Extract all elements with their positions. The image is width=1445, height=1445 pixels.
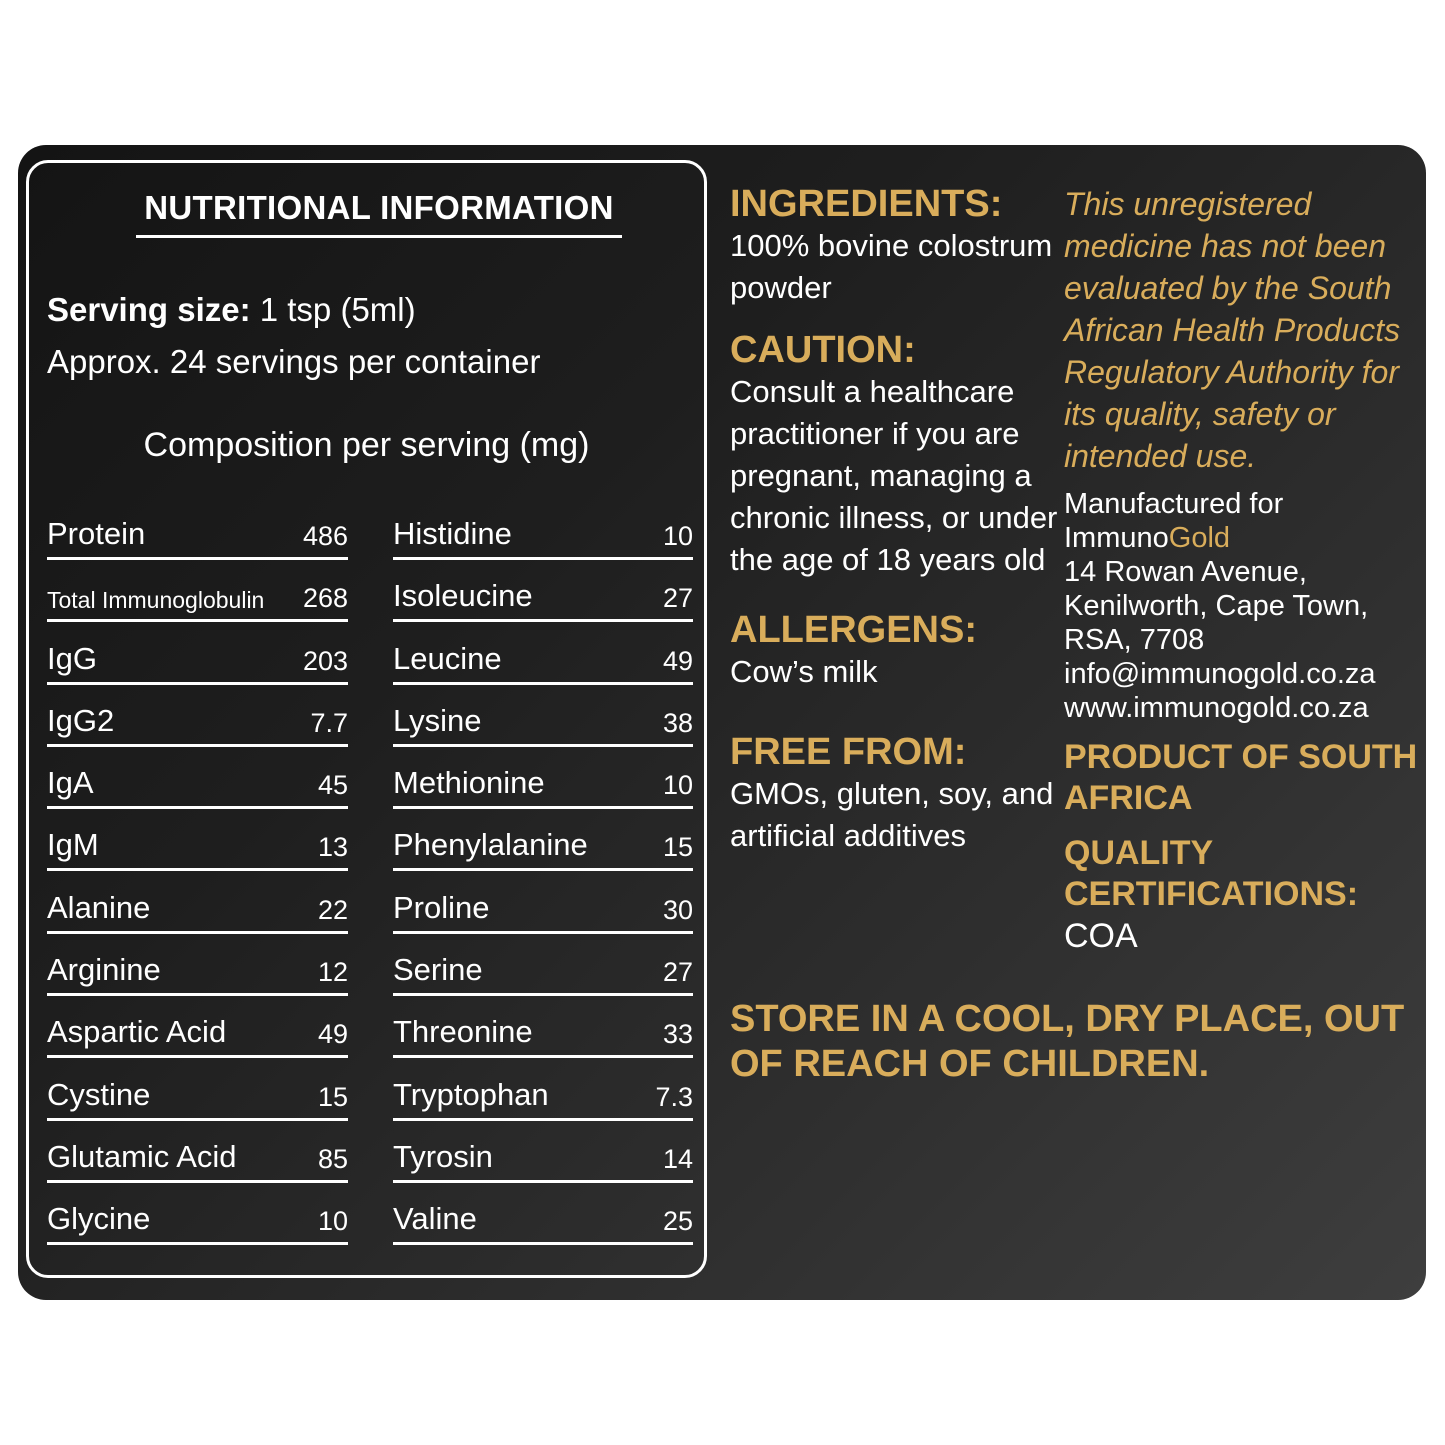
nutrient-name: Lysine	[393, 702, 482, 738]
nutrient-row	[393, 625, 693, 685]
allergens-heading: ALLERGENS:	[730, 609, 977, 651]
nutrient-value: 15	[317, 1081, 348, 1112]
nutrient-value: 27	[662, 583, 693, 614]
nutrition-column-right	[393, 500, 693, 1248]
nutrient-name: Glycine	[47, 1201, 151, 1237]
caution-heading: CAUTION:	[730, 329, 916, 371]
regulatory-disclaimer: This unregistered medicine has not been evaluated by the South African Health Products Regulatory Authority for its quality, safety or intended use.	[1064, 186, 1401, 474]
free-from-text: GMOs, gluten, soy, and artificial additives	[730, 776, 1054, 853]
nutrient-row	[393, 874, 693, 934]
nutrient-name: Phenylalanine	[393, 827, 588, 863]
nutrient-row	[393, 1061, 693, 1121]
nutrient-value: 49	[662, 645, 693, 676]
product-label	[18, 145, 1426, 1300]
nutrient-value: 15	[662, 832, 693, 863]
nutrition-column-left	[47, 500, 348, 1248]
nutrient-row	[47, 936, 348, 996]
nutrient-row	[393, 749, 693, 809]
nutrient-row	[47, 500, 348, 560]
nutrient-row	[47, 811, 348, 871]
serving-size	[47, 291, 416, 329]
nutrient-name: Arginine	[47, 952, 161, 988]
nutrient-name: Alanine	[47, 889, 151, 925]
nutrient-name: IgG2	[47, 702, 115, 738]
info-column-middle	[730, 183, 1060, 857]
manufacturer-block	[1064, 487, 1426, 725]
nutrient-row	[47, 625, 348, 685]
nutrient-row	[393, 1185, 693, 1245]
ingredients-heading: INGREDIENTS:	[730, 183, 1003, 225]
nutrient-row	[393, 562, 693, 622]
nutrient-name: Aspartic Acid	[47, 1014, 227, 1050]
website-address: www.immunogold.co.za	[1064, 692, 1369, 724]
nutrient-value: 38	[662, 707, 693, 738]
origin-statement: PRODUCT OF SOUTH AFRICA	[1064, 738, 1418, 817]
nutrient-value: 49	[317, 1019, 348, 1050]
quality-value: COA	[1064, 917, 1138, 955]
brand-name-part2: Gold	[1168, 522, 1231, 554]
address-line: 14 Rowan Avenue,	[1064, 556, 1307, 588]
nutrient-row	[393, 811, 693, 871]
storage-instructions: STORE IN A COOL, DRY PLACE, OUT OF REACH OF CHILDREN.	[730, 998, 1405, 1085]
nutrient-value: 13	[317, 832, 348, 863]
nutrient-value: 203	[302, 645, 348, 676]
nutrient-value: 7.3	[655, 1081, 693, 1112]
nutrient-row	[47, 1185, 348, 1245]
nutrient-row	[47, 687, 348, 747]
serving-size-value: 1 tsp (5ml)	[250, 291, 416, 328]
nutrient-name: Serine	[393, 952, 483, 988]
nutrient-value: 12	[317, 957, 348, 988]
nutrient-name: Valine	[393, 1201, 477, 1237]
nutrient-row	[393, 936, 693, 996]
nutrient-row	[393, 998, 693, 1058]
nutrient-row	[47, 998, 348, 1058]
nutrient-value: 85	[317, 1143, 348, 1174]
composition-title: Composition per serving (mg)	[143, 426, 590, 464]
nutrient-name: IgA	[47, 765, 94, 801]
nutrition-title: NUTRITIONAL INFORMATION	[136, 189, 622, 238]
info-column-right	[1064, 183, 1426, 957]
nutrient-value: 14	[662, 1143, 693, 1174]
nutrient-name: Tyrosin	[393, 1138, 493, 1174]
nutrient-value: 22	[317, 894, 348, 925]
nutrient-value: 27	[662, 957, 693, 988]
nutrient-name: IgM	[47, 827, 99, 863]
email-address: info@immunogold.co.za	[1064, 658, 1376, 690]
nutrient-value: 486	[302, 521, 348, 551]
ingredients-text: 100% bovine colostrum powder	[730, 228, 1053, 305]
nutrient-name: Leucine	[393, 640, 502, 676]
nutrient-value: 45	[317, 770, 348, 801]
free-from-heading: FREE FROM:	[730, 731, 967, 773]
serving-size-label: Serving size:	[47, 291, 251, 328]
nutrient-name: Proline	[393, 889, 490, 925]
nutrient-row	[47, 1123, 348, 1183]
nutrient-name: Histidine	[393, 516, 512, 551]
nutrient-value: 10	[317, 1206, 348, 1237]
nutrient-row	[47, 874, 348, 934]
quality-heading: QUALITY CERTIFICATIONS:	[1064, 834, 1359, 913]
nutrient-name: Tryptophan	[393, 1076, 549, 1112]
nutrient-name: Methionine	[393, 765, 545, 801]
nutrient-value: 30	[662, 894, 693, 925]
address-line: RSA, 7708	[1064, 624, 1205, 656]
nutrient-row	[47, 1061, 348, 1121]
nutrient-name: Threonine	[393, 1014, 533, 1050]
nutrient-value: 25	[662, 1206, 693, 1237]
nutrient-value: 7.7	[310, 707, 348, 738]
nutrient-name: Glutamic Acid	[47, 1138, 237, 1174]
caution-text: Consult a healthcare practitioner if you are pregnant, managing a chronic illness, or under the age of 18 years old	[730, 374, 1058, 577]
nutrient-name: Cystine	[47, 1076, 151, 1112]
nutrient-row	[47, 749, 348, 809]
nutrient-name: Isoleucine	[393, 578, 533, 614]
nutrient-value: 268	[302, 583, 348, 614]
nutrient-row	[393, 500, 693, 560]
address-line: Kenilworth, Cape Town,	[1064, 590, 1369, 622]
brand-name	[1064, 521, 1426, 555]
allergens-text: Cow’s milk	[730, 654, 878, 689]
nutrient-value: 33	[662, 1019, 693, 1050]
nutrient-row	[393, 687, 693, 747]
nutrient-value: 10	[662, 770, 693, 801]
nutrient-row	[47, 562, 348, 622]
servings-per-container: Approx. 24 servings per container	[47, 343, 541, 380]
nutrient-row	[393, 1123, 693, 1183]
nutrient-name: IgG	[47, 640, 97, 676]
manufacturer-intro: Manufactured for	[1064, 488, 1284, 520]
nutrient-name: Protein	[47, 516, 146, 551]
nutrient-name: Total Immunoglobulin	[47, 587, 265, 614]
brand-name-part1: Immuno	[1064, 522, 1169, 554]
nutrition-panel	[26, 160, 707, 1278]
nutrient-value: 10	[662, 521, 693, 551]
